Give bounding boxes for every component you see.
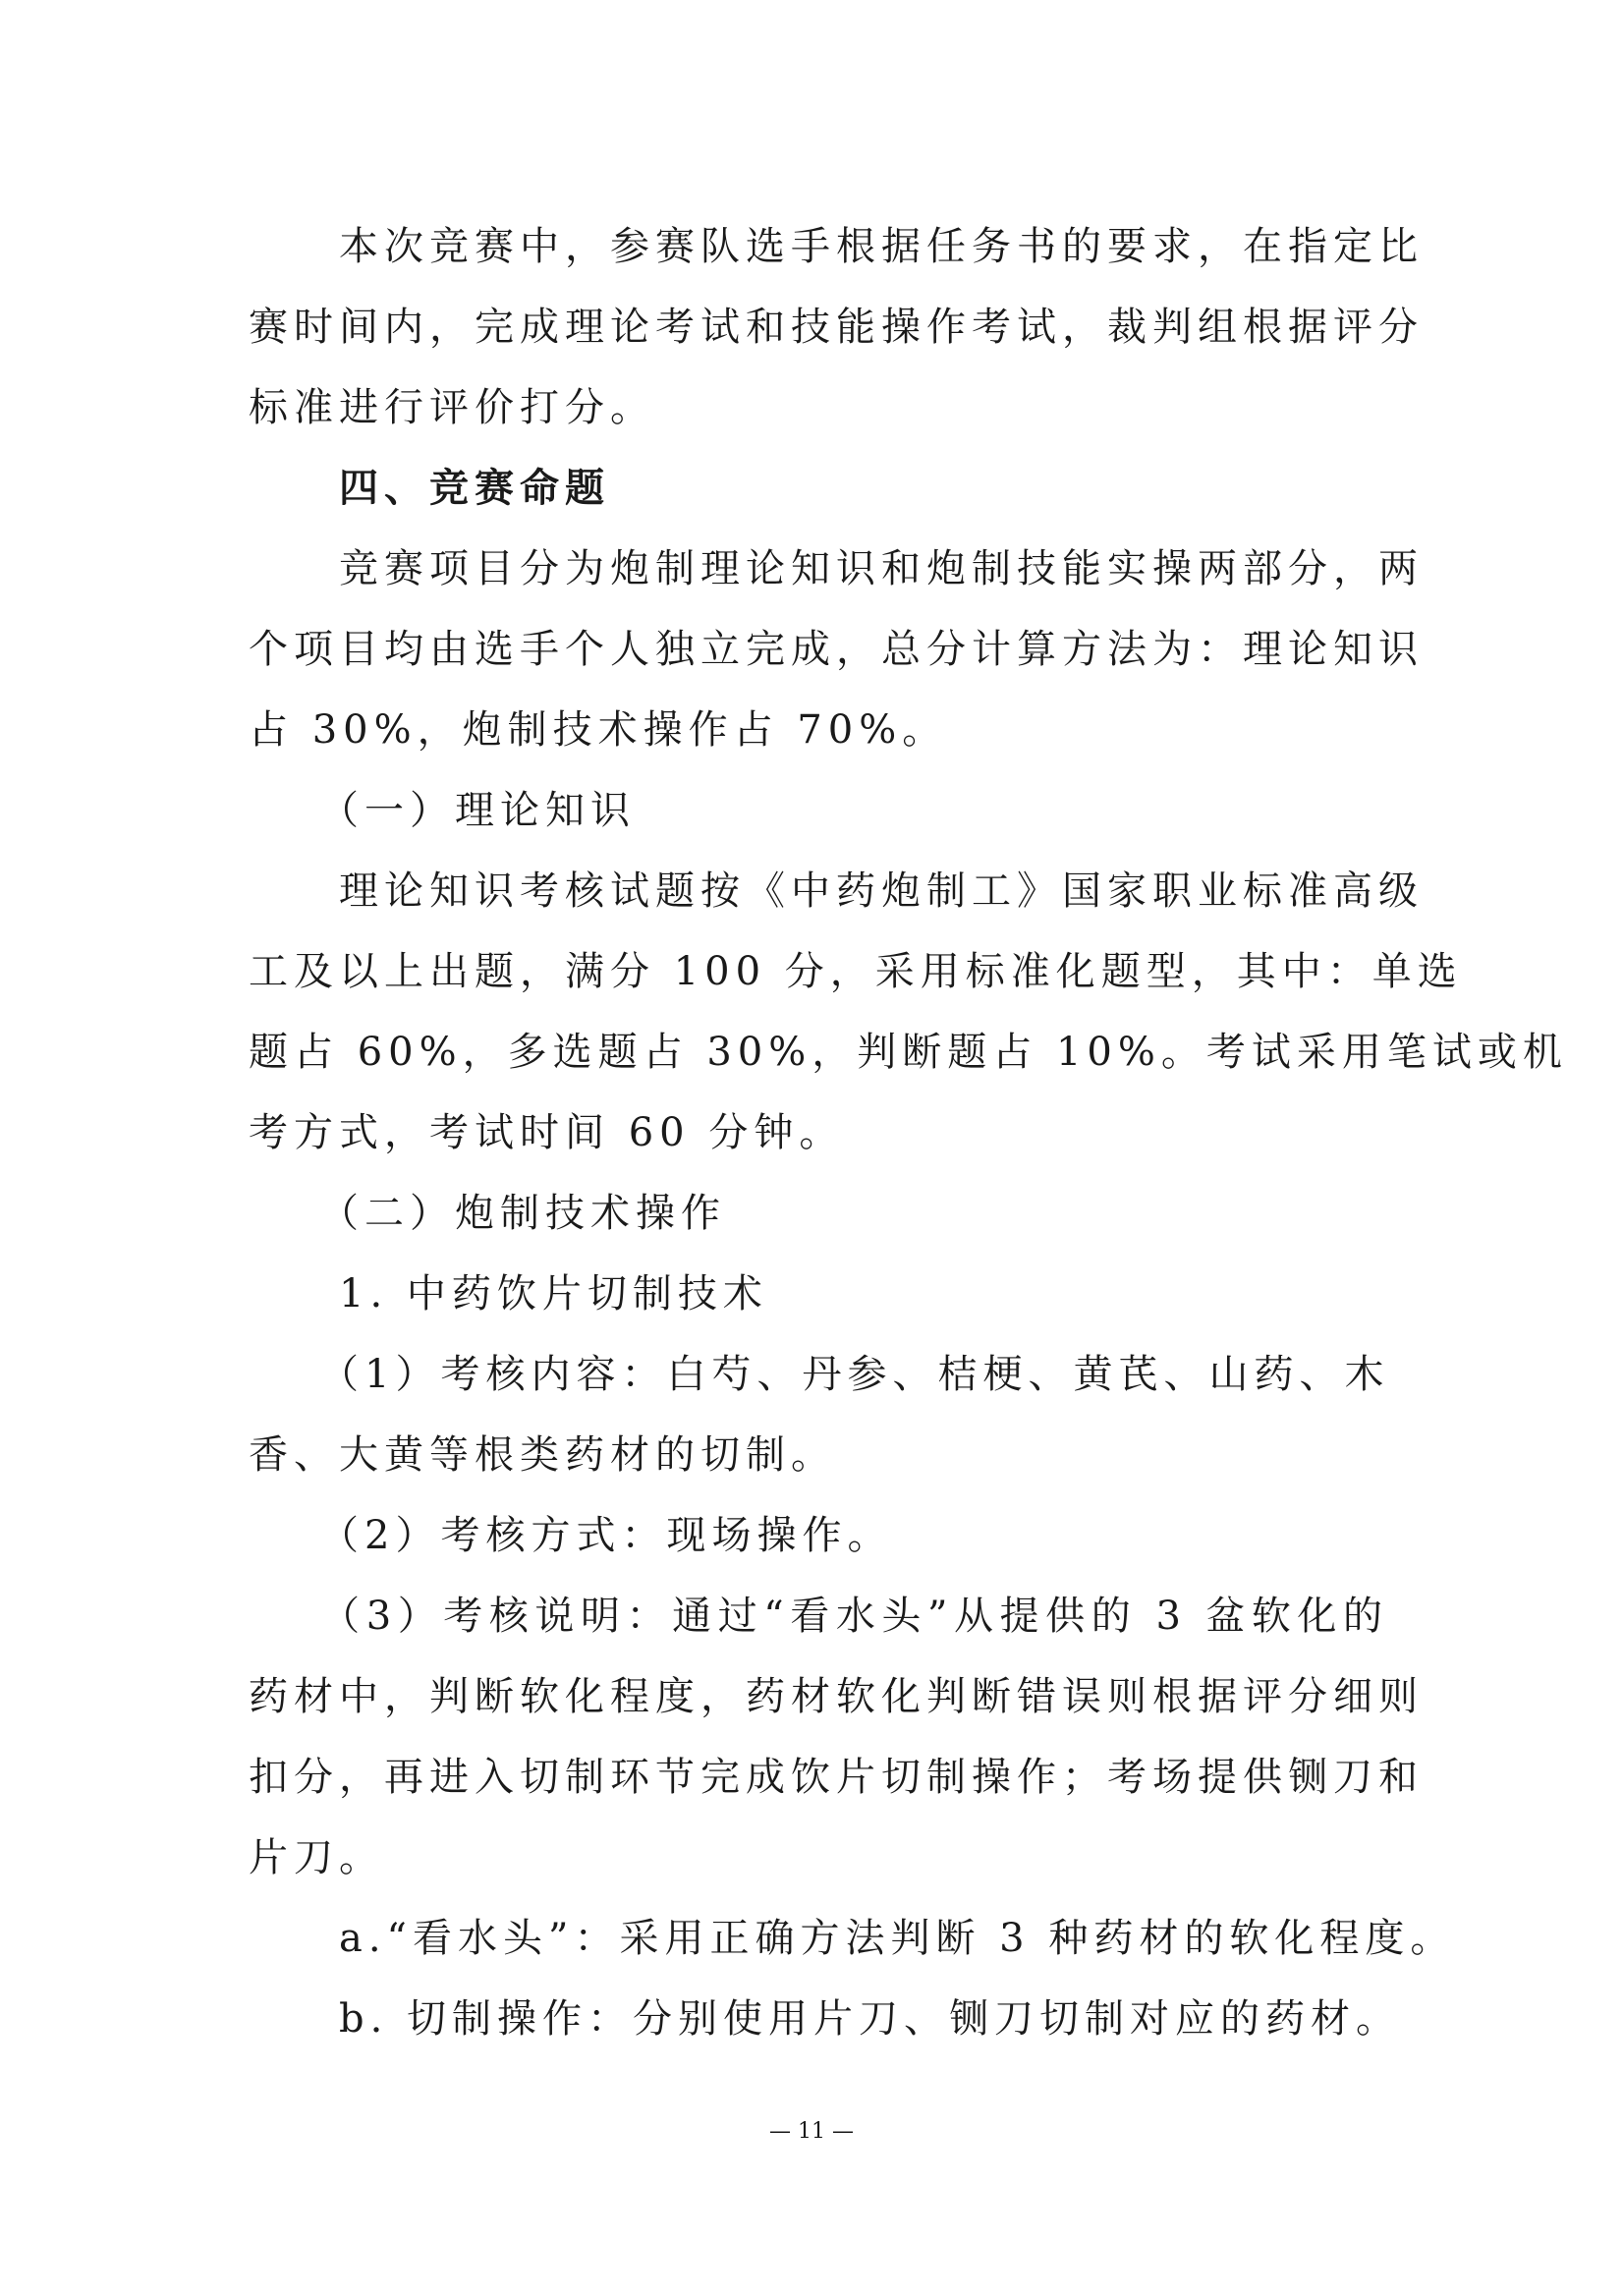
paragraph-line: 片刀。 (249, 1835, 384, 1880)
subsection-heading: （一）理论知识 (249, 788, 636, 833)
paragraph-line: 占 30%，炮制技术操作占 70%。 (249, 707, 948, 753)
paragraph-line: 香、大黄等根类药材的切制。 (249, 1432, 836, 1478)
subsection-heading: （二）炮制技术操作 (249, 1191, 726, 1236)
paragraph-line: 本次竞赛中，参赛队选手根据任务书的要求，在指定比 (249, 224, 1424, 269)
paragraph-line: （1）考核内容：白芍、丹参、桔梗、黄芪、山药、木 (249, 1352, 1390, 1397)
paragraph-line: 标准进行评价打分。 (249, 385, 655, 430)
list-item: a.“看水头”：采用正确方法判断 3 种药材的软化程度。 (249, 1916, 1456, 1961)
paragraph-line: 药材中，判断软化程度，药材软化判断错误则根据评分细则 (249, 1674, 1424, 1719)
paragraph-line: 赛时间内，完成理论考试和技能操作考试，裁判组根据评分 (249, 305, 1424, 350)
list-item: b. 切制操作：分别使用片刀、铡刀切制对应的药材。 (249, 1996, 1402, 2042)
page-number: — 11 — (769, 2119, 854, 2144)
paragraph-line: 个项目均由选手个人独立完成，总分计算方法为：理论知识 (249, 627, 1424, 672)
paragraph-line: （3）考核说明：通过“看水头”从提供的 3 盆软化的 (249, 1594, 1388, 1639)
paragraph-line: 竞赛项目分为炮制理论知识和炮制技能实操两部分，两 (249, 546, 1424, 591)
paragraph-line: 考方式，考试时间 60 分钟。 (249, 1110, 845, 1155)
paragraph-line: 理论知识考核试题按《中药炮制工》国家职业标准高级 (249, 868, 1424, 914)
paragraph-line: 题占 60%，多选题占 30%，判断题占 10%。考试采用笔试或机 (249, 1030, 1568, 1075)
section-heading: 四、竞赛命题 (249, 465, 610, 511)
paragraph-line: （2）考核方式：现场操作。 (249, 1513, 893, 1558)
paragraph-line: 工及以上出题，满分 100 分，采用标准化题型，其中：单选 (249, 949, 1463, 994)
numbered-heading: 1. 中药饮片切制技术 (249, 1271, 768, 1316)
paragraph-line: 扣分，再进入切制环节完成饮片切制操作；考场提供铡刀和 (249, 1755, 1424, 1800)
